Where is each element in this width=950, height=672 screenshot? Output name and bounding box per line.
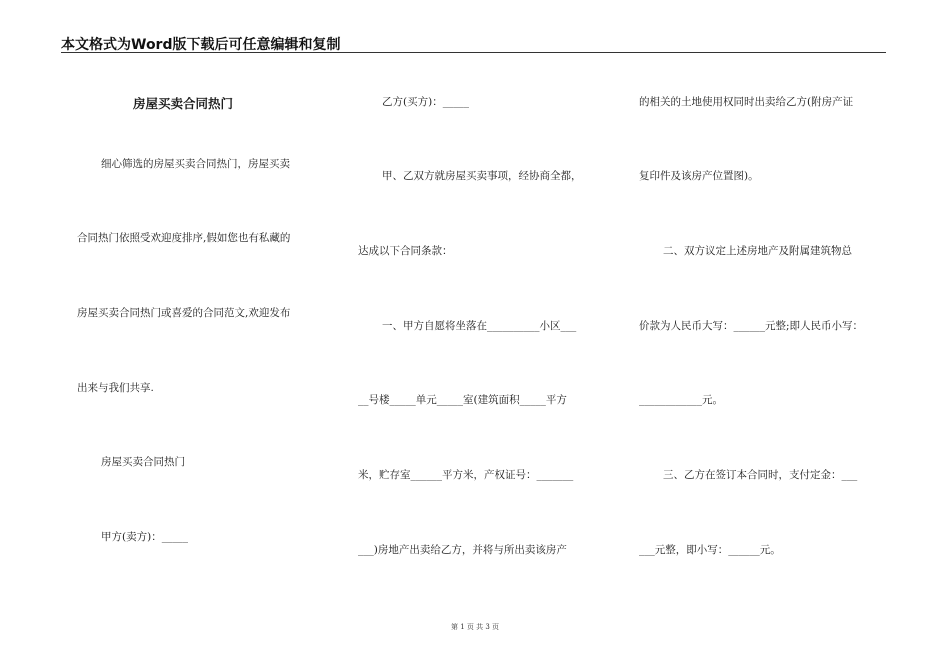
paragraph-line: 价款为人民币大写：______元整;即人民币小写： [639, 320, 864, 332]
paragraph-line: ___)房地产出卖给乙方，并将与所出卖该房产 [358, 544, 567, 556]
paragraph-line: 甲方(卖方)：_____ [101, 531, 188, 543]
header-rule [61, 52, 886, 53]
paragraph-line: 出来与我们共享. [77, 382, 154, 394]
paragraph-line: 米，贮存室______平方米，产权证号：_______ [358, 469, 574, 481]
paragraph-line: 达成以下合同条款： [358, 245, 453, 257]
paragraph-line: 甲、乙双方就房屋买卖事项，经协商全都， [382, 170, 582, 182]
paragraph-line: 三、乙方在签订本合同时，支付定金：___ [663, 469, 858, 481]
paragraph-line: 一、甲方自愿将坐落在__________小区___ [382, 320, 577, 332]
paragraph-line: 二、双方议定上述房地产及附属建筑物总 [663, 245, 852, 257]
paragraph-line: 房屋买卖合同热门或喜爱的合同范文,欢迎发布 [77, 307, 291, 319]
paragraph-line: 复印件及该房产位置图)。 [639, 170, 759, 182]
paragraph-line: 细心筛选的房屋买卖合同热门，房屋买卖 [101, 158, 290, 170]
page-number: 第 1 页 共 3 页 [450, 623, 500, 631]
paragraph-line: 的相关的土地使用权同时出卖给乙方(附房产证 [639, 96, 854, 108]
document-title: 房屋买卖合同热门 [133, 96, 234, 111]
paragraph-line: 房屋买卖合同热门 [101, 456, 185, 468]
paragraph-line: 乙方(买方)：_____ [382, 96, 469, 108]
paragraph-line: __号楼_____单元_____室(建筑面积_____平方 [358, 394, 567, 406]
paragraph-line: ___元整，即小写：______元。 [639, 544, 781, 556]
paragraph-line: ____________元。 [639, 394, 723, 406]
document-header: 本文格式为Word版下载后可任意编辑和复制 [61, 37, 341, 53]
paragraph-line: 合同热门依照受欢迎度排序,假如您也有私藏的 [77, 232, 291, 244]
